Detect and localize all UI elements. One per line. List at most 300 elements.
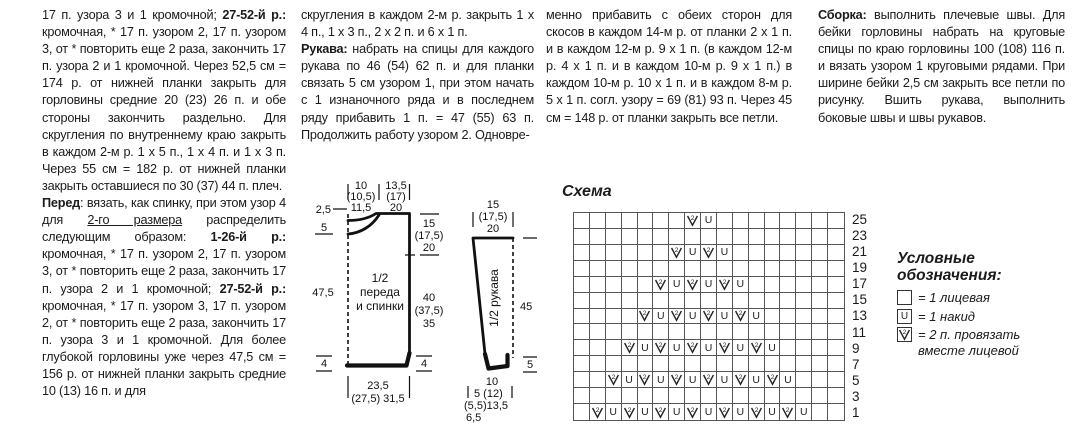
chart-cell [812, 340, 828, 356]
chart-cell [701, 245, 717, 261]
chart-cell [622, 213, 638, 229]
chart-cell: U [653, 372, 669, 388]
chart-cell [749, 324, 765, 340]
chart-cell [733, 245, 749, 261]
svg-text:2: 2 [595, 406, 600, 414]
measurement-label: 40 [422, 292, 436, 304]
chart-title: Схема [562, 183, 612, 200]
measurement-label: (5,5)13,5 [464, 400, 509, 412]
chart-cell [590, 309, 606, 325]
chart-cell [765, 309, 781, 325]
chart-cell [653, 293, 669, 309]
svg-text:2: 2 [643, 310, 647, 318]
chart-cell: U [606, 404, 622, 420]
chart-cell [796, 324, 812, 340]
chart-cell [765, 213, 781, 229]
chart-cell: U [749, 372, 765, 388]
chart-cell [669, 293, 685, 309]
measurement-label: 20 [389, 202, 403, 214]
chart-cell [685, 340, 701, 356]
chart-cell [812, 277, 828, 293]
chart-row-number: 15 [852, 292, 868, 308]
chart-cell: U [685, 245, 701, 261]
knit-two-together-icon [750, 406, 763, 419]
chart-cell: U [733, 340, 749, 356]
chart-cell [638, 261, 654, 277]
chart-cell [733, 261, 749, 277]
chart-cell [574, 261, 590, 277]
knit-stitch-symbol [897, 290, 912, 305]
chart-cell [669, 324, 685, 340]
measurement-label: 5 [320, 222, 328, 234]
chart-cell [590, 293, 606, 309]
chart-cell [622, 261, 638, 277]
chart-cell [828, 261, 844, 277]
svg-text:2: 2 [706, 246, 711, 254]
chart-cell [638, 229, 654, 245]
chart-cell [812, 388, 828, 404]
knit-two-together-icon [638, 373, 651, 386]
chart-cell: U [638, 340, 654, 356]
chart-cell: U [653, 309, 669, 325]
chart-cell [590, 277, 606, 293]
chart-cell [590, 356, 606, 372]
chart-cell [638, 356, 654, 372]
knit-two-together-icon [702, 373, 715, 386]
chart-cell [828, 277, 844, 293]
svg-text:2: 2 [706, 310, 711, 318]
knit-two-together-icon [702, 309, 715, 322]
measurement-label: 45 [520, 301, 533, 313]
chart-row-number: 1 [852, 404, 860, 420]
chart-cell [638, 213, 654, 229]
svg-text:2: 2 [674, 246, 679, 254]
chart-cell [812, 293, 828, 309]
chart-cell [574, 213, 590, 229]
knit-two-together-icon [670, 246, 683, 259]
chart-cell [717, 229, 733, 245]
svg-text:2: 2 [674, 374, 679, 382]
measurement-label: 10 [354, 180, 368, 192]
knit-two-together-icon [734, 373, 747, 386]
chart-cell [574, 277, 590, 293]
svg-text:2: 2 [659, 342, 663, 350]
chart-cell [606, 245, 622, 261]
chart-cell [606, 324, 622, 340]
knit-two-together-icon [750, 341, 763, 354]
chart-cell [685, 277, 701, 293]
chart-cell [749, 293, 765, 309]
chart-cell: U [701, 213, 717, 229]
chart-cell [701, 372, 717, 388]
chart-cell [749, 340, 765, 356]
measurement-label: 4 [320, 358, 328, 370]
legend-item-yarnover [897, 309, 1072, 325]
chart-cell [590, 261, 606, 277]
chart-cell [669, 356, 685, 372]
chart-cell: U [622, 372, 638, 388]
chart-row-number: 9 [852, 340, 860, 356]
chart-row-number: 11 [852, 324, 867, 340]
chart-cell [717, 404, 733, 420]
chart-cell [733, 388, 749, 404]
knit-two-together-icon [654, 278, 667, 291]
svg-text:2: 2 [786, 406, 790, 414]
knit-two-together-icon [766, 373, 779, 386]
chart-cell [717, 356, 733, 372]
svg-text:2: 2 [627, 406, 631, 414]
chart-cell [717, 324, 733, 340]
chart-cell: U [749, 309, 765, 325]
chart-cell: U [685, 309, 701, 325]
chart-cell [812, 245, 828, 261]
chart-cell [638, 388, 654, 404]
knit-two-together-icon [718, 406, 731, 419]
chart-cell [828, 245, 844, 261]
chart-cell [574, 309, 590, 325]
chart-cell [653, 356, 669, 372]
chart-cell [653, 404, 669, 420]
chart-cell [574, 356, 590, 372]
chart-cell [749, 356, 765, 372]
chart-cell [574, 324, 590, 340]
chart-row-number: 23 [852, 228, 868, 244]
chart-row-number: 17 [852, 276, 868, 292]
chart-cell [669, 261, 685, 277]
measurement-label: 20 [422, 242, 436, 254]
chart-row-number: 7 [852, 356, 860, 372]
chart-cell [828, 388, 844, 404]
chart-cell [669, 372, 685, 388]
chart-cell [606, 213, 622, 229]
chart-cell [812, 356, 828, 372]
chart-cell [701, 229, 717, 245]
chart-cell [765, 261, 781, 277]
knit-two-together-icon [670, 309, 683, 322]
chart-cell [765, 372, 781, 388]
measurement-label: (17,5) [478, 211, 508, 223]
chart-cell [796, 213, 812, 229]
chart-cell [606, 293, 622, 309]
chart-row-number: 5 [852, 372, 860, 388]
knit-two-together-icon [686, 341, 699, 354]
front-back-label: переда [360, 285, 400, 299]
chart-cell: U [765, 340, 781, 356]
text-column-4 [818, 7, 1065, 127]
chart-cell [796, 340, 812, 356]
chart-cell [622, 229, 638, 245]
chart-cell [796, 277, 812, 293]
chart-cell [796, 356, 812, 372]
measurement-label: (27,5) 31,5 [351, 393, 405, 405]
svg-text:2: 2 [754, 342, 758, 350]
chart-cell [780, 309, 796, 325]
knit-two-together-icon [638, 309, 651, 322]
chart-cell [780, 229, 796, 245]
chart-cell [749, 245, 765, 261]
knit-two-together-icon [702, 246, 715, 259]
measurement-label: (10,5) [346, 191, 376, 203]
knit-two-together-icon [654, 406, 667, 419]
chart-cell [812, 309, 828, 325]
chart-cell [717, 388, 733, 404]
chart-cell [653, 245, 669, 261]
chart-row-number: 13 [852, 308, 868, 324]
measurement-label: (37,5) [414, 305, 444, 317]
knit-two-together-icon [654, 341, 667, 354]
chart-cell [653, 277, 669, 293]
svg-text:2: 2 [902, 329, 907, 337]
chart-cell [685, 388, 701, 404]
chart-cell [796, 309, 812, 325]
chart-cell [685, 229, 701, 245]
chart-cell [701, 309, 717, 325]
chart-cell [812, 261, 828, 277]
chart-cell [765, 277, 781, 293]
chart-cell [749, 261, 765, 277]
chart-cell [622, 340, 638, 356]
chart-cell [606, 388, 622, 404]
chart-cell [828, 356, 844, 372]
measurement-label: 2,5 [315, 204, 331, 216]
chart-cell [828, 293, 844, 309]
measurement-label: 10 [485, 376, 499, 388]
chart-cell: U [733, 404, 749, 420]
chart-cell [828, 372, 844, 388]
chart-cell [701, 388, 717, 404]
chart-cell [701, 356, 717, 372]
chart-cell [828, 309, 844, 325]
chart-cell [780, 388, 796, 404]
chart-cell [590, 229, 606, 245]
svg-text:2: 2 [611, 374, 615, 382]
chart-row-number: 21 [852, 244, 868, 260]
chart-cell [780, 404, 796, 420]
front-back-label: и спинки [356, 299, 404, 313]
measurement-label: 4 [420, 358, 428, 370]
chart-cell [796, 229, 812, 245]
svg-text:2: 2 [738, 310, 743, 318]
chart-cell: U [717, 309, 733, 325]
chart-cell [590, 340, 606, 356]
knit-two-together-icon [607, 373, 620, 386]
measurement-label: 5 (12) [474, 388, 503, 400]
measurement-label: 6,5 [466, 412, 482, 424]
chart-cell [765, 293, 781, 309]
chart-cell: U [780, 372, 796, 388]
chart-cell [685, 356, 701, 372]
chart-cell: U [733, 277, 749, 293]
chart-cell [733, 356, 749, 372]
text-column-2 [301, 7, 534, 144]
chart-cell: U [638, 404, 654, 420]
chart-cell [733, 213, 749, 229]
svg-text:2: 2 [690, 215, 695, 223]
chart-cell [653, 340, 669, 356]
chart-cell [606, 356, 622, 372]
chart-cell [828, 340, 844, 356]
chart-cell [749, 229, 765, 245]
measurement-label: (17,5) [414, 230, 444, 242]
knit-two-together-icon [670, 373, 683, 386]
svg-text:2: 2 [706, 374, 711, 382]
pattern-paragraph: 17 п. узора 3 и 1 кромочной; 27-52-й р.: кромочная, * 17 п. узором 2, 17 п. узором 3, от * повторить еще 2 раза, закончить 17 п. узора 2 и 1 кромочной. Через 52,5 см = 174 р. от нижней планки закрыть для горловины средние 20 (23) 26 п. и обе стороны закончить раздельно. Для скругления по внутреннему краю закрыть в каждом 2-м р. 1 х 5 п., 1 х 4 п. и 1 х 3 п. Через 55 см = 182 р. от нижней планки закрыть оставшиеся по 30 (37) 44 п. плеч. [42, 8, 286, 193]
svg-text:2: 2 [690, 406, 695, 414]
pattern-paragraph: менно прибавить с обеих сторон для скосов в каждом 14-м р. от планки 2 х 1 п. и в каждом 12-м р. 9 х 1 п. (в каждом 12-м р. 4 х 1 п. и в каждом 10-м р. 9 х 1 п.) в каждом 10-м р. 10 х 1 п. и в каждом 8-м р. 5 х 1 п. согл. узору = 69 (81) 93 п. Через 45 см = 148 р. от планки закрыть все петли. [546, 8, 792, 125]
chart-cell [765, 356, 781, 372]
legend-item-text: = 2 п. провязать вместе лицевой [918, 327, 1021, 358]
knit-two-together-icon [718, 341, 731, 354]
chart-cell [749, 277, 765, 293]
chart-cell [669, 245, 685, 261]
chart-cell: U [701, 277, 717, 293]
chart-cell [653, 213, 669, 229]
chart-cell [638, 245, 654, 261]
svg-text:2: 2 [770, 374, 774, 382]
knit-two-together-icon [718, 278, 731, 291]
chart-cell [574, 245, 590, 261]
chart-cell [669, 229, 685, 245]
chart-cell [796, 245, 812, 261]
chart-cell [685, 324, 701, 340]
chart-cell [590, 245, 606, 261]
chart-cell [574, 229, 590, 245]
svg-text:2: 2 [643, 374, 647, 382]
chart-cell [780, 340, 796, 356]
chart-cell [828, 229, 844, 245]
chart-cell [606, 309, 622, 325]
chart-cell [749, 388, 765, 404]
legend-item-text: = 1 накид [918, 308, 975, 324]
chart-cell: U [701, 340, 717, 356]
svg-text:2: 2 [722, 342, 727, 350]
knit-two-together-icon [686, 214, 699, 227]
chart-cell [606, 277, 622, 293]
chart-cell: U [717, 245, 733, 261]
legend-item-k2tog [897, 327, 1072, 358]
chart-cell [717, 277, 733, 293]
chart-cell [765, 229, 781, 245]
chart-cell [701, 324, 717, 340]
chart-cell [638, 277, 654, 293]
measurement-label: 47,5 [312, 287, 334, 299]
chart-cell: U [701, 404, 717, 420]
chart-cell [828, 213, 844, 229]
chart-cell: U [669, 277, 685, 293]
svg-text:2: 2 [738, 374, 743, 382]
chart-cell [828, 404, 844, 420]
chart-cell [765, 324, 781, 340]
chart-cell [669, 388, 685, 404]
chart-cell [685, 261, 701, 277]
knit-two-together-symbol [897, 327, 912, 342]
chart-legend [897, 250, 1072, 361]
knit-two-together-icon [781, 406, 794, 419]
chart-cell [796, 293, 812, 309]
chart-cell [574, 372, 590, 388]
chart-row-numbers [852, 212, 867, 421]
measurement-label: 5 [526, 359, 534, 371]
chart-cell [780, 324, 796, 340]
chart-cell: U [669, 340, 685, 356]
pattern-paragraph: скругления в каждом 2-м р. закрыть 1 х 4 п., 1 х 3 п., 2 х 2 п. и 6 х 1 п. [301, 8, 534, 40]
text-column-1 [42, 7, 286, 400]
svg-text:2: 2 [659, 406, 663, 414]
chart-cell [622, 356, 638, 372]
chart-cell [606, 372, 622, 388]
chart-cell [638, 309, 654, 325]
pattern-paragraph-sleeves: Рукава: набрать на спицы для каждого рукава по 46 (54) 62 п. и для планки связать 5 см узором 1, при этом начать с 1 изнаночного ряда и в последнем ряду прибавить 1 п. = 47 (55) 63 п. Продолжить работу узором 2. Одновре- [301, 42, 534, 142]
chart-cell: U [717, 372, 733, 388]
knit-two-together-icon [686, 278, 699, 291]
front-back-welt [347, 353, 410, 366]
chart-cell [717, 293, 733, 309]
svg-text:2: 2 [674, 310, 679, 318]
chart-cell [590, 372, 606, 388]
chart-cell [780, 213, 796, 229]
svg-text:2: 2 [659, 278, 663, 286]
chart-cell [765, 245, 781, 261]
svg-text:2: 2 [627, 342, 631, 350]
chart-cell [574, 340, 590, 356]
chart-cell [574, 404, 590, 420]
chart-cell: U [685, 372, 701, 388]
measurement-label: 13,5 [385, 180, 407, 192]
chart-cell: U [669, 404, 685, 420]
chart-cell [685, 213, 701, 229]
garment-schematic [295, 170, 555, 441]
knit-two-together-icon [623, 341, 636, 354]
svg-text:2: 2 [722, 278, 727, 286]
chart-row-number: 25 [852, 212, 868, 227]
chart-cell [796, 372, 812, 388]
chart-cell [828, 324, 844, 340]
chart-cell [780, 277, 796, 293]
chart-cell [812, 404, 828, 420]
knit-two-together-icon [591, 406, 604, 419]
chart-cell [590, 324, 606, 340]
chart-cell [638, 324, 654, 340]
measurement-label: (17) [386, 191, 406, 203]
chart-cell [653, 388, 669, 404]
pattern-paragraph-assembly: Сборка: выполнить плечевые швы. Для бейки горловины набрать на круговые спицы по краю горловины 100 (108) 116 п. и вязать узором 1 круговыми рядами. При ширине бейки 2,5 см закрыть все петли по рисунку. Вшить рукава, выполнить боковые швы и швы рукавов. [818, 8, 1065, 125]
chart-cell [653, 261, 669, 277]
chart-cell [765, 388, 781, 404]
chart-cell [796, 388, 812, 404]
svg-text:2: 2 [754, 406, 758, 414]
chart-cell [701, 261, 717, 277]
chart-cell [574, 293, 590, 309]
chart-cell [653, 324, 669, 340]
front-back-label: 1/2 [371, 271, 389, 285]
chart-row-number: 19 [852, 260, 868, 276]
chart-cell [780, 261, 796, 277]
chart-cell [812, 324, 828, 340]
svg-text:2: 2 [722, 406, 727, 414]
chart-cell [717, 340, 733, 356]
chart-cell [685, 404, 701, 420]
chart-cell [780, 293, 796, 309]
knitting-chart-grid [573, 212, 845, 421]
legend-title: Условные обозначения: [897, 250, 1002, 284]
chart-cell [733, 229, 749, 245]
chart-cell [812, 213, 828, 229]
knit-two-together-icon [898, 328, 911, 341]
chart-cell [574, 388, 590, 404]
chart-cell [622, 293, 638, 309]
chart-cell: U [796, 404, 812, 420]
measurement-label: 35 [422, 318, 436, 330]
